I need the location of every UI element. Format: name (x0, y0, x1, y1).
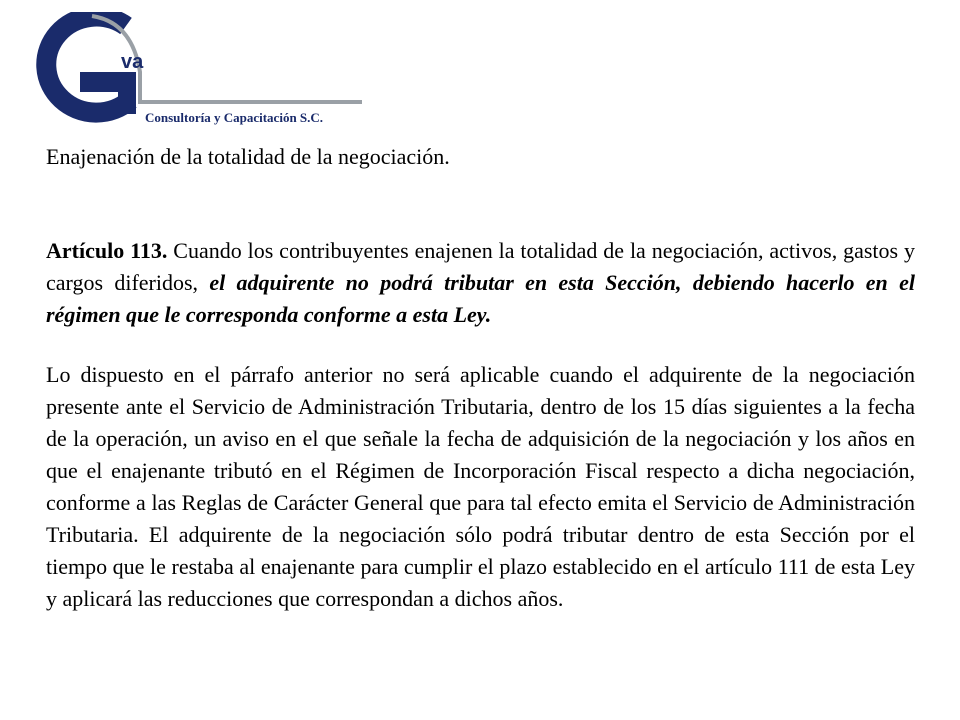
logo-g-arc (46, 17, 130, 113)
exception-paragraph: Lo dispuesto en el párrafo anterior no será aplicable cuando el adquirente de la negociación presente ante el Servicio de Administración Tributaria, dentro de los 15 días siguientes a la fecha de la operación, un aviso en el que señale la fecha de adquisición de la negociación y los años en que el enajenante tributó en el Régimen de Incorporación Fiscal respecto a dicha negociación, conforme a las Reglas de Carácter General que para tal efecto emita el Servicio de Administración Tributaria. El adquirente de la negociación sólo podrá tributar dentro de esta Sección por el tiempo que le restaba al enajenante para cumplir el plazo establecido en el artículo 111 de esta Ley y aplicará las reducciones que correspondan a dichos años. (46, 362, 915, 611)
document-heading: Enajenación de la totalidad de la negociación. (46, 144, 450, 169)
article-paragraph (46, 235, 915, 331)
logo-company-name: Consultoría y Capacitación S.C. (145, 110, 324, 125)
document-body (46, 139, 915, 615)
company-logo (28, 12, 368, 130)
article-label: Artículo 113. (46, 238, 168, 263)
article-emphasis: el adquirente no podrá tributar en esta Sección, debiendo hacerlo en el régimen que le corresponda conforme a esta Ley. (46, 270, 915, 327)
logo-g-stem (118, 72, 136, 114)
article-text: Cuando los contribuyentes enajenen la totalidad de la negociación, activos, gastos y cargos diferidos, (46, 238, 915, 295)
gva-logo-mark (28, 12, 368, 130)
logo-va-text: va (121, 51, 144, 73)
